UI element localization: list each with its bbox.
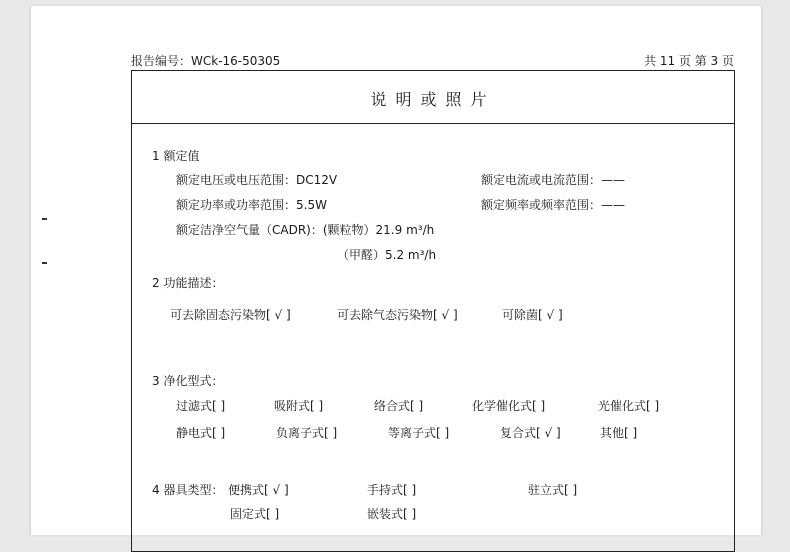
type-plasma: 等离子式[ ] xyxy=(388,426,450,440)
page-info: 共 11 页 第 3 页 xyxy=(644,54,734,68)
rated-current: 额定电流或电流范围：—— xyxy=(481,173,626,187)
device-handheld: 手持式[ ] xyxy=(367,483,417,497)
type-filter: 过滤式[ ] xyxy=(176,399,226,413)
device-portable: 便携式[ √ ] xyxy=(228,483,289,497)
type-electrostatic: 静电式[ ] xyxy=(176,426,226,440)
rated-frequency: 额定频率或频率范围：—— xyxy=(481,198,626,212)
document-page xyxy=(30,6,762,535)
device-floor-standing: 驻立式[ ] xyxy=(528,483,578,497)
function-gas-pollutants: 可去除气态污染物[ √ ] xyxy=(337,308,458,322)
cadr-formaldehyde: （甲醛）5.2 m³/h xyxy=(337,248,437,262)
type-adsorption: 吸附式[ ] xyxy=(274,399,324,413)
title-bar xyxy=(132,71,734,124)
type-combination: 络合式[ ] xyxy=(374,399,424,413)
cadr-particle: 额定洁净空气量（CADR)：(颗粒物）21.9 m³/h xyxy=(176,223,435,237)
scan-speck xyxy=(42,218,47,220)
rated-voltage: 额定电压或电压范围：DC12V xyxy=(176,173,338,187)
type-photocatalysis: 光催化式[ ] xyxy=(598,399,660,413)
type-chemical-catalysis: 化学催化式[ ] xyxy=(472,399,546,413)
device-embedded: 嵌装式[ ] xyxy=(367,507,417,521)
section-4-heading: 4 器具类型： xyxy=(152,483,224,497)
function-solid-pollutants: 可去除固态污染物[ √ ] xyxy=(170,308,291,322)
type-other: 其他[ ] xyxy=(600,426,638,440)
type-negative-ion: 负离子式[ ] xyxy=(276,426,338,440)
page-title: 说明或照片 xyxy=(370,90,496,109)
section-2-heading: 2 功能描述： xyxy=(152,276,224,290)
function-bacteria: 可除菌[ √ ] xyxy=(502,308,563,322)
type-composite: 复合式[ √ ] xyxy=(500,426,561,440)
section-3-heading: 3 净化型式： xyxy=(152,374,224,388)
section-1-heading: 1 额定值 xyxy=(152,149,200,163)
device-fixed: 固定式[ ] xyxy=(230,507,280,521)
scan-speck xyxy=(42,262,47,264)
report-number: 报告编号：WCk-16-50305 xyxy=(131,54,281,68)
rated-power: 额定功率或功率范围：5.5W xyxy=(176,198,327,212)
content-box xyxy=(131,70,735,552)
